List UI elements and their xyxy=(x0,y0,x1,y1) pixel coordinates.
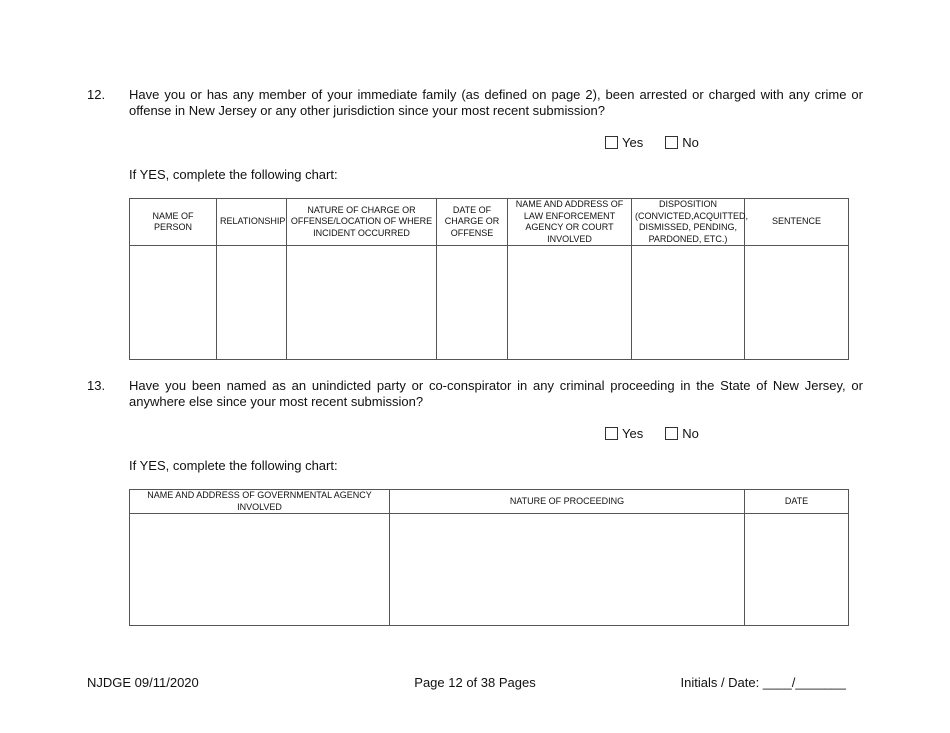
q12-col-relationship: RELATIONSHIP xyxy=(217,199,287,246)
q13-col-date: DATE xyxy=(745,490,849,514)
q12-col-date: DATE OF CHARGE OR OFFENSE xyxy=(437,199,508,246)
q12-cell-sentence[interactable] xyxy=(745,246,849,360)
q12-header-row xyxy=(130,199,849,246)
q12-text: Have you or has any member of your immediate family (as defined on page 2), been arrested or charged with any crime or offense in New Jersey or any other jurisdiction since your most recent submission? xyxy=(129,87,863,118)
q13-cell-agency[interactable] xyxy=(130,514,390,626)
q13-if-yes: If YES, complete the following chart: xyxy=(129,458,338,473)
q12-col-disposition: DISPOSITION (CONVICTED,ACQUITTED, DISMISSED, PENDING, PARDONED, ETC.) xyxy=(632,199,745,246)
q12-cell-relationship[interactable] xyxy=(217,246,287,360)
q12-answer-group xyxy=(605,135,699,150)
footer-initials-date: Initials / Date: ____/_______ xyxy=(680,675,846,690)
q12-no-checkbox[interactable] xyxy=(665,136,678,149)
q13-yes-label: Yes xyxy=(622,426,644,441)
q12-cell-nature[interactable] xyxy=(287,246,437,360)
q12-cell-date[interactable] xyxy=(437,246,508,360)
q12-no-label: No xyxy=(682,135,699,150)
q12-col-name: NAME OF PERSON xyxy=(130,199,217,246)
q13-cell-date[interactable] xyxy=(745,514,849,626)
q13-col-proceeding: NATURE OF PROCEEDING xyxy=(390,490,745,514)
q13-header-row xyxy=(130,490,849,514)
q13-yes-checkbox[interactable] xyxy=(605,427,618,440)
table-row xyxy=(130,514,849,626)
table-row xyxy=(130,246,849,360)
q13-col-agency: NAME AND ADDRESS OF GOVERNMENTAL AGENCY INVOLVED xyxy=(130,490,390,514)
q13-text: Have you been named as an unindicted party or co-conspirator in any criminal proceeding in the State of New Jersey, or anywhere else since your most recent submission? xyxy=(129,378,863,409)
q12-cell-disposition[interactable] xyxy=(632,246,745,360)
q13-chart xyxy=(129,489,849,626)
q12-col-sentence: SENTENCE xyxy=(745,199,849,246)
q13-cell-proceeding[interactable] xyxy=(390,514,745,626)
q12-cell-name[interactable] xyxy=(130,246,217,360)
q13-no-checkbox[interactable] xyxy=(665,427,678,440)
q12-cell-agency[interactable] xyxy=(508,246,632,360)
footer-form-id: NJDGE 09/11/2020 xyxy=(87,675,199,690)
q12-col-nature: NATURE OF CHARGE OR OFFENSE/LOCATION OF WHERE INCIDENT OCCURRED xyxy=(287,199,437,246)
q12-chart xyxy=(129,198,849,360)
q12-col-agency: NAME AND ADDRESS OF LAW ENFORCEMENT AGENCY OR COURT INVOLVED xyxy=(508,199,632,246)
q12-yes-label: Yes xyxy=(622,135,644,150)
q12-yes-checkbox[interactable] xyxy=(605,136,618,149)
q12-if-yes: If YES, complete the following chart: xyxy=(129,167,338,182)
q13-answer-group xyxy=(605,426,699,441)
footer-page-number: Page 12 of 38 Pages xyxy=(414,675,536,690)
q12-number: 12. xyxy=(87,87,106,102)
q13-no-label: No xyxy=(682,426,699,441)
q13-number: 13. xyxy=(87,378,106,393)
